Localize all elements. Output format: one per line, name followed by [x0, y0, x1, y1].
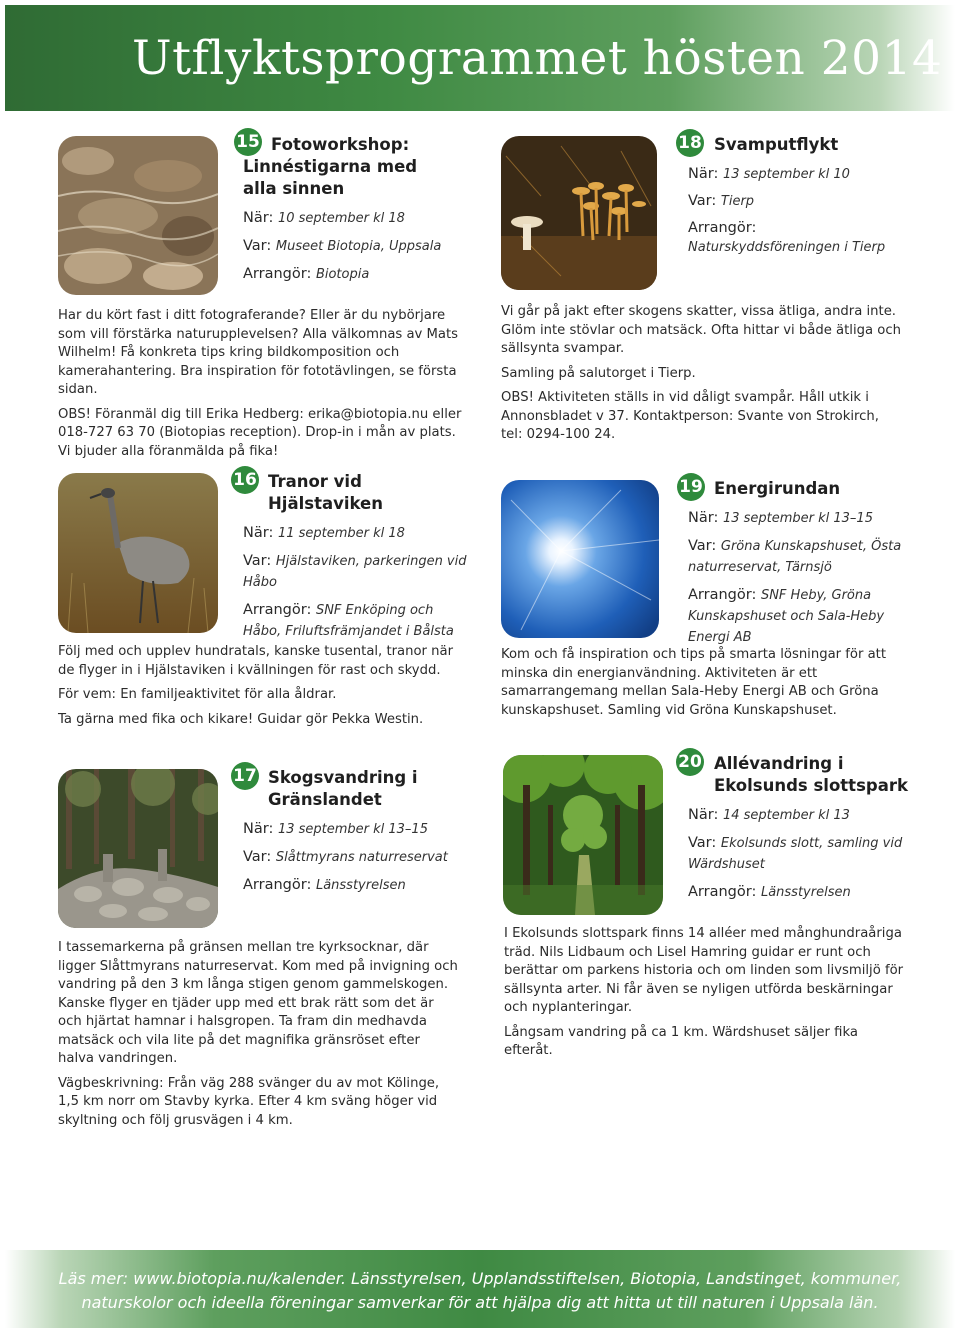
event-title: Allévandring i Ekolsunds slottspark — [714, 754, 908, 795]
description-paragraph: Ta gärna med fika och kikare! Guidar gör Pekka Westin. — [58, 711, 424, 727]
where-value: Gröna Kunskapshuset, Östa naturreservat, Tärnsjö — [688, 539, 902, 575]
page-title: Utflyktsprogrammet hösten 2014 — [132, 31, 943, 86]
photo-alley — [503, 755, 663, 915]
event-details — [243, 819, 473, 903]
organizer-label: Arrangör: — [688, 884, 757, 900]
photo-sun — [501, 480, 659, 638]
description-paragraph: I tassemarkerna på gränsen mellan tre kyrksocknar, där ligger Slåttmyrans naturreservat. Kom med på invigning och vandring på den 3 km långa stigen genom gammelskogen. Kanske flyger en tjäder upp med ett brak rätt som det är och hjärtat hamnar i halsgropen. Ta fram din medhavda matsäck och vila lite på det magnifika gränsröset efter halva vandringen. — [58, 940, 458, 1066]
description-paragraph: OBS! Aktiviteten ställs in vid dåligt svampår. Håll utkik i Annonsbladet v 37. Kontaktperson: Svante von Strokirch, tel: 0294-100 24. — [501, 390, 879, 442]
description-paragraph: Vi går på jakt efter skogens skatter, vissa ätliga, andra inte. Glöm inte stövlar och matsäck. Ofta hittar vi både ätliga och sällsynta svampar. — [501, 304, 901, 356]
when-label: När: — [243, 525, 274, 541]
organizer-label: Arrangör: — [243, 602, 312, 618]
where-value: Hjälstaviken, parkeringen vid Håbo — [243, 554, 467, 590]
event-details — [688, 805, 918, 910]
description-paragraph: Har du kört fast i ditt fotograferande? Eller är du nybörjare som vill förstärka naturupplevelsen? Alla välkomnas av Mats Wilhelm! Få konkreta tips kring bildkomposition och kamerahantering. Bra inspiration för fototävlingen, se första sidan. — [58, 308, 459, 397]
event-title: Energirundan — [714, 479, 841, 498]
organizer-value: Biotopia — [315, 267, 370, 282]
event-number-badge: 17 — [231, 762, 259, 790]
description-paragraph: Långsam vandring på ca 1 km. Wärdshuset säljer fika efteråt. — [504, 1024, 858, 1058]
where-value: Tierp — [720, 194, 755, 209]
organizer-label: Arrangör: — [243, 266, 312, 282]
when-label: När: — [688, 510, 719, 526]
where-label: Var: — [243, 849, 272, 865]
where-value: Museet Biotopia, Uppsala — [275, 239, 442, 254]
event-number-badge: 19 — [677, 473, 705, 501]
organizer-label: Arrangör: — [688, 587, 757, 603]
when-value: 11 september kl 18 — [277, 526, 405, 541]
where-value: Slåttmyrans naturreservat — [275, 850, 448, 865]
organizer-value: Länsstyrelsen — [315, 878, 406, 893]
organizer-value: SNF Enköping och Håbo, Friluftsfrämjandet i Bålsta — [243, 603, 454, 639]
event-description — [504, 925, 904, 1067]
description-paragraph: Kom och få inspiration och tips på smarta lösningar för att minska din energianvändning. Aktiviteten är ett samarrangemang mellan Sala-Heby Energi AB och Gröna kunskapshuset. Samling vid Gröna Kunskapshuset. — [501, 647, 887, 718]
when-value: 10 september kl 18 — [277, 211, 405, 226]
event-title: Skogsvandring i Gränslandet — [268, 768, 418, 809]
description-paragraph: Vägbeskrivning: Från väg 288 svänger du av mot Kölinge, 1,5 km norr om Stavby kyrka. Efter 4 km sväng höger vid skyltning och följ grusvägen i 4 km. — [58, 1075, 440, 1128]
event-description — [58, 643, 468, 735]
event-details — [688, 508, 918, 655]
footer-text-line-2: naturskolor och ideella föreningar samverkar för att hjälpa dig att hitta ut till naturen i Uppsala län. — [81, 1293, 879, 1312]
event-description — [501, 646, 891, 726]
event-details — [688, 164, 928, 258]
event-number-badge: 15 — [234, 128, 262, 156]
when-value: 13 september kl 13–15 — [722, 511, 873, 526]
organizer-label: Arrangör: — [688, 220, 757, 236]
event-number-badge: 18 — [676, 129, 704, 157]
event-number-badge: 20 — [676, 748, 704, 776]
where-label: Var: — [243, 553, 272, 569]
event-description — [58, 307, 468, 467]
where-label: Var: — [688, 835, 717, 851]
when-label: När: — [688, 166, 719, 182]
event-description — [501, 303, 901, 451]
description-paragraph: I Ekolsunds slottspark finns 14 alléer med månghundraåriga träd. Nils Lidbaum och Lisel Hamring guidar er runt och berättar om parkens historia och om linden som livsmiljö för sällsynta arter. Ni får även se nyligen utförda beskärningar och nyplanteringar. — [504, 926, 904, 1015]
event-title: Fotoworkshop: Linnéstigarna med alla sinnen — [243, 135, 418, 198]
description-paragraph: Samling på salutorget i Tierp. — [501, 365, 696, 381]
event-title: Tranor vid Hjälstaviken — [268, 472, 383, 513]
when-label: När: — [243, 210, 274, 226]
footer-text-line-1: Läs mer: www.biotopia.nu/kalender. Länsstyrelsen, Upplandsstiftelsen, Biotopia, Landstinget, kommuner, — [58, 1269, 902, 1288]
header-banner — [5, 5, 955, 111]
event-details — [243, 523, 473, 649]
when-value: 13 september kl 10 — [722, 167, 850, 182]
when-value: 14 september kl 13 — [722, 808, 850, 823]
organizer-value: Naturskyddsföreningen i Tierp — [688, 240, 886, 255]
description-paragraph: För vem: En familjeaktivitet för alla åldrar. — [58, 687, 337, 702]
description-paragraph: Följ med och upplev hundratals, kanske tusental, tranor när de flyger in i Hjälstaviken i kvällningen för rast och skydd. — [58, 644, 454, 678]
when-value: 13 september kl 13–15 — [277, 822, 428, 837]
event-description — [58, 939, 458, 1136]
when-label: När: — [243, 821, 274, 837]
description-paragraph: OBS! Föranmäl dig till Erika Hedberg: erika@biotopia.nu eller 018-727 63 70 (Biotopias reception). Drop-in i mån av plats. Vi bjuder alla föranmälda på fika! — [58, 406, 462, 459]
photo-crane — [58, 473, 218, 633]
organizer-value: Länsstyrelsen — [760, 885, 851, 900]
event-title: Svamputflykt — [714, 135, 839, 154]
photo-mushrooms — [501, 136, 657, 290]
footer-banner — [5, 1250, 955, 1328]
where-label: Var: — [243, 238, 272, 254]
photo-stone-cairn — [58, 769, 218, 928]
organizer-value: SNF Heby, Gröna Kunskapshuset och Sala-Heby Energi AB — [688, 588, 885, 645]
event-number-badge: 16 — [231, 466, 259, 494]
event-details — [243, 208, 473, 292]
where-value: Ekolsunds slott, samling vid Wärdshuset — [688, 836, 903, 872]
photo-stream-water — [58, 136, 218, 295]
organizer-label: Arrangör: — [243, 877, 312, 893]
where-label: Var: — [688, 538, 717, 554]
when-label: När: — [688, 807, 719, 823]
where-label: Var: — [688, 193, 717, 209]
